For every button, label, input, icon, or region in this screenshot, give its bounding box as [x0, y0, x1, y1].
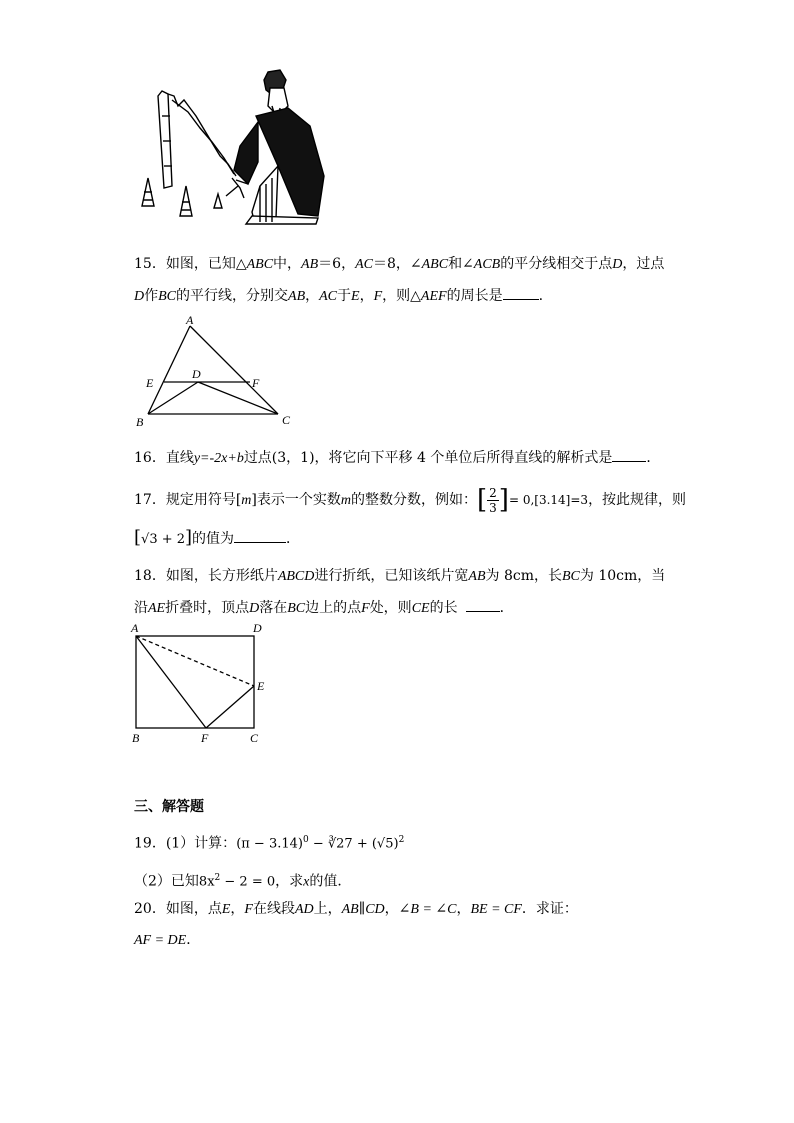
- q15-text: 和∠: [448, 256, 474, 272]
- q17-text: ]表示一个实数: [251, 492, 341, 508]
- q15-line2: [134, 285, 543, 307]
- q18-var: ABCD: [277, 569, 315, 584]
- label-A: A: [131, 621, 139, 635]
- label-B: B: [132, 731, 140, 745]
- q20-var: E: [221, 902, 231, 917]
- segment-CD: [198, 382, 278, 414]
- q15-var: AB: [301, 257, 319, 272]
- q20-text: 20．如图，点: [134, 901, 222, 917]
- q18-text: 边上的点: [305, 600, 362, 616]
- segment-AC: [190, 326, 278, 414]
- segment-AE-dashed: [136, 636, 254, 686]
- q19-expression: − 2 = 0: [220, 874, 276, 890]
- q18-var: F: [361, 601, 370, 616]
- q17-var: m: [241, 493, 252, 508]
- label-F: F: [252, 376, 260, 390]
- q15-triangle-figure: [134, 312, 304, 434]
- q17-var: m: [340, 493, 351, 508]
- q18-text: 处，则: [369, 600, 412, 616]
- q19-text: 的值．: [309, 873, 352, 890]
- q15-text: ，: [359, 288, 374, 304]
- q20-text: ，: [456, 901, 471, 917]
- label-D: D: [192, 367, 201, 381]
- q20-text: ，: [230, 901, 245, 917]
- exponent: 2: [398, 835, 405, 845]
- q20-text: 在线段: [252, 901, 295, 917]
- q18-var: BC: [287, 601, 306, 616]
- q19-text: 19．(1）计算：: [134, 835, 237, 852]
- q15-var: ABC: [421, 257, 449, 272]
- q15-text: ＝6，: [318, 256, 356, 272]
- q17-line2: [134, 528, 300, 550]
- q17-line1: [134, 485, 686, 515]
- q20-text: ．: [186, 932, 201, 948]
- q19-part2: [134, 868, 351, 893]
- label-D: D: [253, 621, 262, 635]
- q18-text: 进行折纸，已知该纸片宽: [314, 568, 469, 584]
- q20-var: AB∥CD: [341, 902, 385, 917]
- answer-blank[interactable]: [612, 447, 646, 462]
- q17-text: ，按此规律，则: [588, 492, 687, 508]
- exponent: 0: [302, 835, 309, 845]
- q18-line1: [134, 566, 665, 587]
- q17-text: ．: [286, 531, 301, 547]
- q18-text: 沿: [134, 600, 148, 616]
- scholar-bamboo-illustration: [128, 66, 328, 230]
- q19-expression: − ∛27 + (√5): [308, 836, 399, 852]
- q19-expression: 8x: [198, 874, 215, 890]
- q15-text: ＝8，∠: [372, 256, 422, 272]
- q20-text: ，: [384, 901, 399, 917]
- answer-blank[interactable]: [503, 285, 539, 300]
- q19-part1: [134, 830, 404, 855]
- q16-text: 过点(3，1)，将它向下平移 4 个单位后所得直线的解析式是: [243, 450, 613, 466]
- q20-var: ∠B = ∠C: [398, 902, 457, 917]
- q16-line: [134, 447, 660, 469]
- q15-var: ACB: [473, 257, 501, 272]
- q15-text: .: [538, 288, 544, 304]
- q17-text: [3.14]=3: [534, 493, 589, 507]
- q18-var: CE: [411, 601, 430, 616]
- q15-var: AEF: [420, 289, 447, 304]
- floor-bracket: ]: [185, 527, 193, 548]
- q15-text: 的周长是: [446, 288, 503, 304]
- q17-expression: √3 + 2: [141, 532, 186, 547]
- q15-text: 中，: [273, 256, 302, 272]
- q15-text: ，: [305, 288, 320, 304]
- q15-var: AC: [355, 257, 373, 272]
- q16-equation: y=-2x+b: [193, 451, 244, 466]
- q15-var: AB: [288, 289, 306, 304]
- q19-expression: (π − 3.14): [236, 836, 303, 852]
- q17-text: 的值为: [192, 531, 235, 547]
- q16-text: ．: [646, 450, 661, 466]
- label-C: C: [282, 413, 291, 427]
- q20-line2: [134, 930, 200, 951]
- q18-var: AB: [468, 569, 486, 584]
- q15-text: 的平分线相交于点: [500, 256, 613, 272]
- q19-var: x: [303, 874, 310, 890]
- floor-bracket: [: [134, 527, 142, 548]
- label-E: E: [146, 376, 154, 390]
- q18-text: 落在: [259, 600, 288, 616]
- q15-var: E: [351, 289, 360, 304]
- q20-line1: [134, 899, 578, 920]
- q20-text: 上，: [313, 901, 342, 917]
- fraction-numerator: 2: [489, 485, 497, 500]
- q18-text: 的长: [429, 600, 458, 616]
- q19-text: ，求: [275, 873, 304, 890]
- label-A: A: [186, 313, 194, 327]
- q15-text: 的平行线，分别交: [176, 288, 289, 304]
- section-heading: 三、解答题: [134, 799, 204, 815]
- q18-var: D: [249, 601, 260, 616]
- q16-text: 16．直线: [134, 450, 194, 466]
- q20-var: AF = DE: [134, 933, 187, 948]
- q15-var: F: [373, 289, 383, 304]
- q15-text: ，则△: [382, 288, 421, 304]
- q15-var: AC: [319, 289, 338, 304]
- q18-var: BC: [561, 569, 580, 584]
- q15-var: D: [134, 289, 145, 304]
- q18-line2: [134, 597, 514, 619]
- q18-text: 折叠时，顶点: [165, 600, 250, 616]
- q18-text: 为 10cm，当: [579, 568, 666, 584]
- floor-bracket: [: [477, 485, 488, 515]
- fraction: [487, 486, 499, 515]
- label-B: B: [136, 415, 144, 429]
- q19-text: （2）已知: [134, 873, 199, 890]
- q15-var: D: [612, 257, 623, 272]
- q17-text: = 0,: [508, 493, 535, 507]
- q17-text: 的整数分数，例如：: [351, 492, 477, 508]
- segment-FE: [206, 686, 254, 728]
- q15-var: BC: [158, 289, 177, 304]
- segment-AF: [136, 636, 206, 728]
- q20-text: ．求证：: [521, 901, 578, 917]
- q15-text: ，过点: [622, 256, 665, 272]
- q15-line1: [134, 254, 664, 275]
- q17-text: 17．规定用符号[: [134, 492, 242, 508]
- floor-bracket: ]: [498, 485, 509, 515]
- label-E: E: [257, 679, 265, 693]
- q18-text: 18．如图，长方形纸片: [134, 568, 278, 584]
- q20-var: F: [244, 902, 253, 917]
- q15-text: 于: [337, 288, 352, 304]
- q20-var: AD: [294, 902, 314, 917]
- fraction-denominator: 3: [489, 500, 497, 515]
- q18-text: 为 8cm，长: [485, 568, 562, 584]
- label-F: F: [201, 731, 209, 745]
- answer-blank[interactable]: [234, 528, 286, 543]
- q15-text: 15．如图，已知△: [134, 256, 247, 272]
- q15-text: 作: [144, 288, 159, 304]
- q18-var: AE: [148, 601, 166, 616]
- q20-var: BE = CF: [470, 902, 522, 917]
- answer-blank[interactable]: [466, 597, 500, 612]
- label-C: C: [250, 731, 259, 745]
- exponent: 2: [214, 873, 221, 883]
- q18-rectangle-figure: [128, 620, 278, 750]
- q18-text: ．: [499, 600, 514, 616]
- q15-var: ABC: [246, 257, 274, 272]
